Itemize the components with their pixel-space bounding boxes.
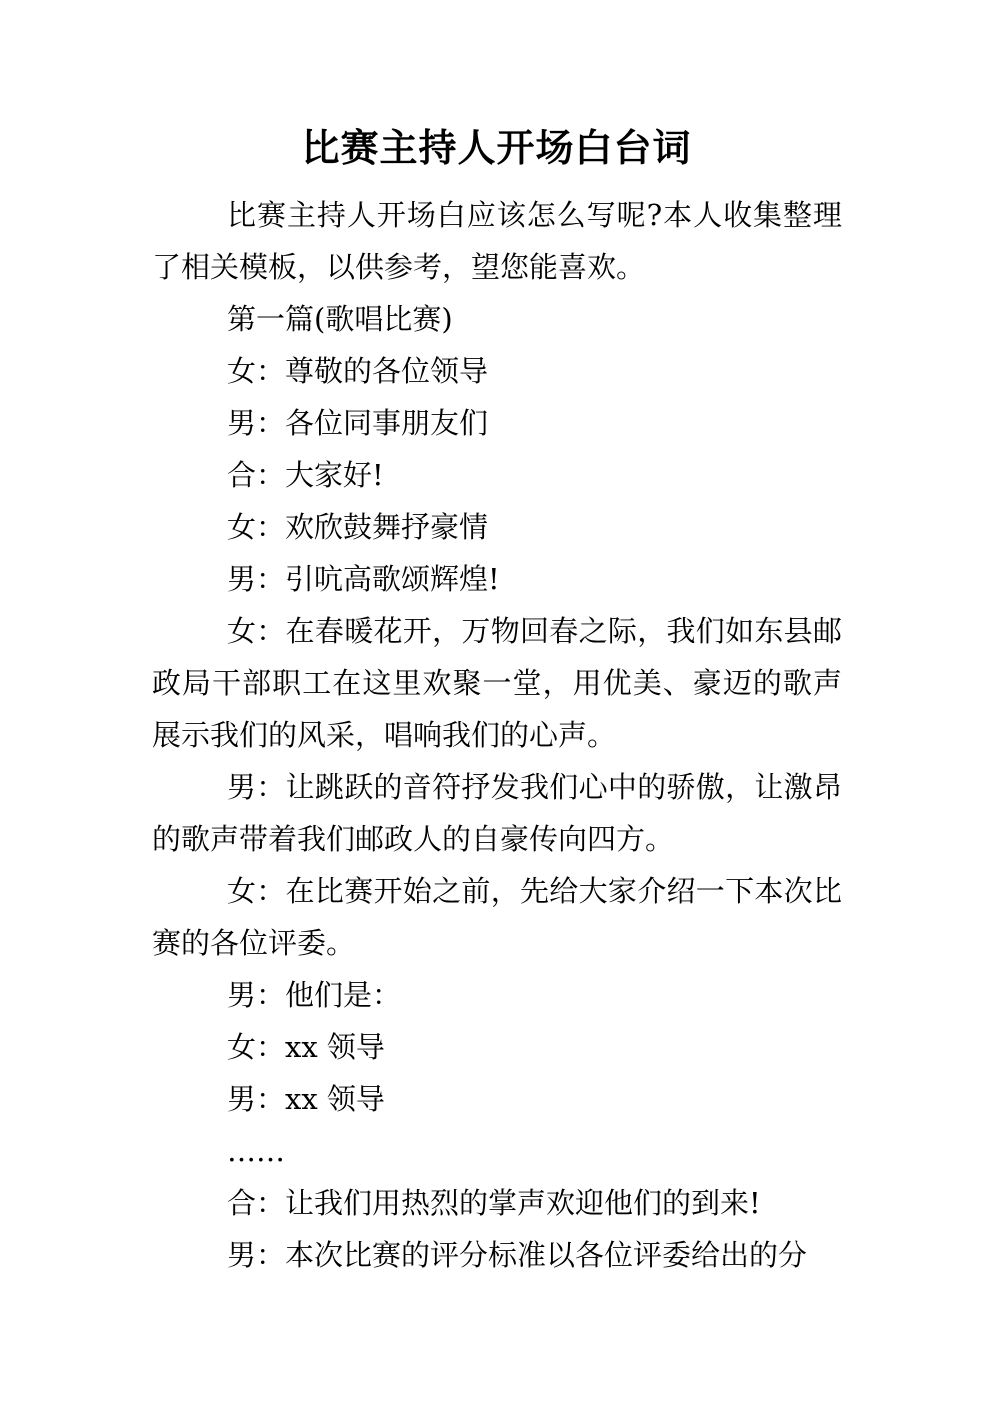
script-line: 男：他们是： [227,978,402,1012]
script-line: 女：欢欣鼓舞抒豪情 [227,510,489,544]
script-line: 女：在春暖花开，万物回春之际，我们如东县邮政局干部职工在这里欢聚一堂，用优美、豪迈的歌声展示我们的风采，唱响我们的心声。 [152,614,842,752]
script-line: 男：xx 领导 [227,1082,385,1116]
script-line: 男：本次比赛的评分标准以各位评委给出的分 [227,1238,808,1272]
script-line: 男：各位同事朋友们 [227,406,489,440]
script-line: 女：xx 领导 [227,1030,385,1064]
script-line: 男：引吭高歌颂辉煌! [227,562,500,596]
section-heading: 第一篇(歌唱比赛) [227,302,453,336]
script-line: 女：在比赛开始之前，先给大家介绍一下本次比赛的各位评委。 [152,874,842,960]
script-line: 女：尊敬的各位领导 [227,354,489,388]
script-line: 合：大家好! [227,458,384,492]
ellipsis-line: …… [227,1134,285,1168]
document-title: 比赛主持人开场白台词 [301,126,692,170]
document-body [152,189,842,1281]
script-line: 男：让跳跃的音符抒发我们心中的骄傲，让激昂的歌声带着我们邮政人的自豪传向四方。 [152,770,842,856]
script-line: 合：让我们用热烈的掌声欢迎他们的到来! [227,1186,761,1220]
intro-paragraph: 比赛主持人开场白应该怎么写呢?本人收集整理了相关模板，以供参考，望您能喜欢。 [152,198,842,284]
